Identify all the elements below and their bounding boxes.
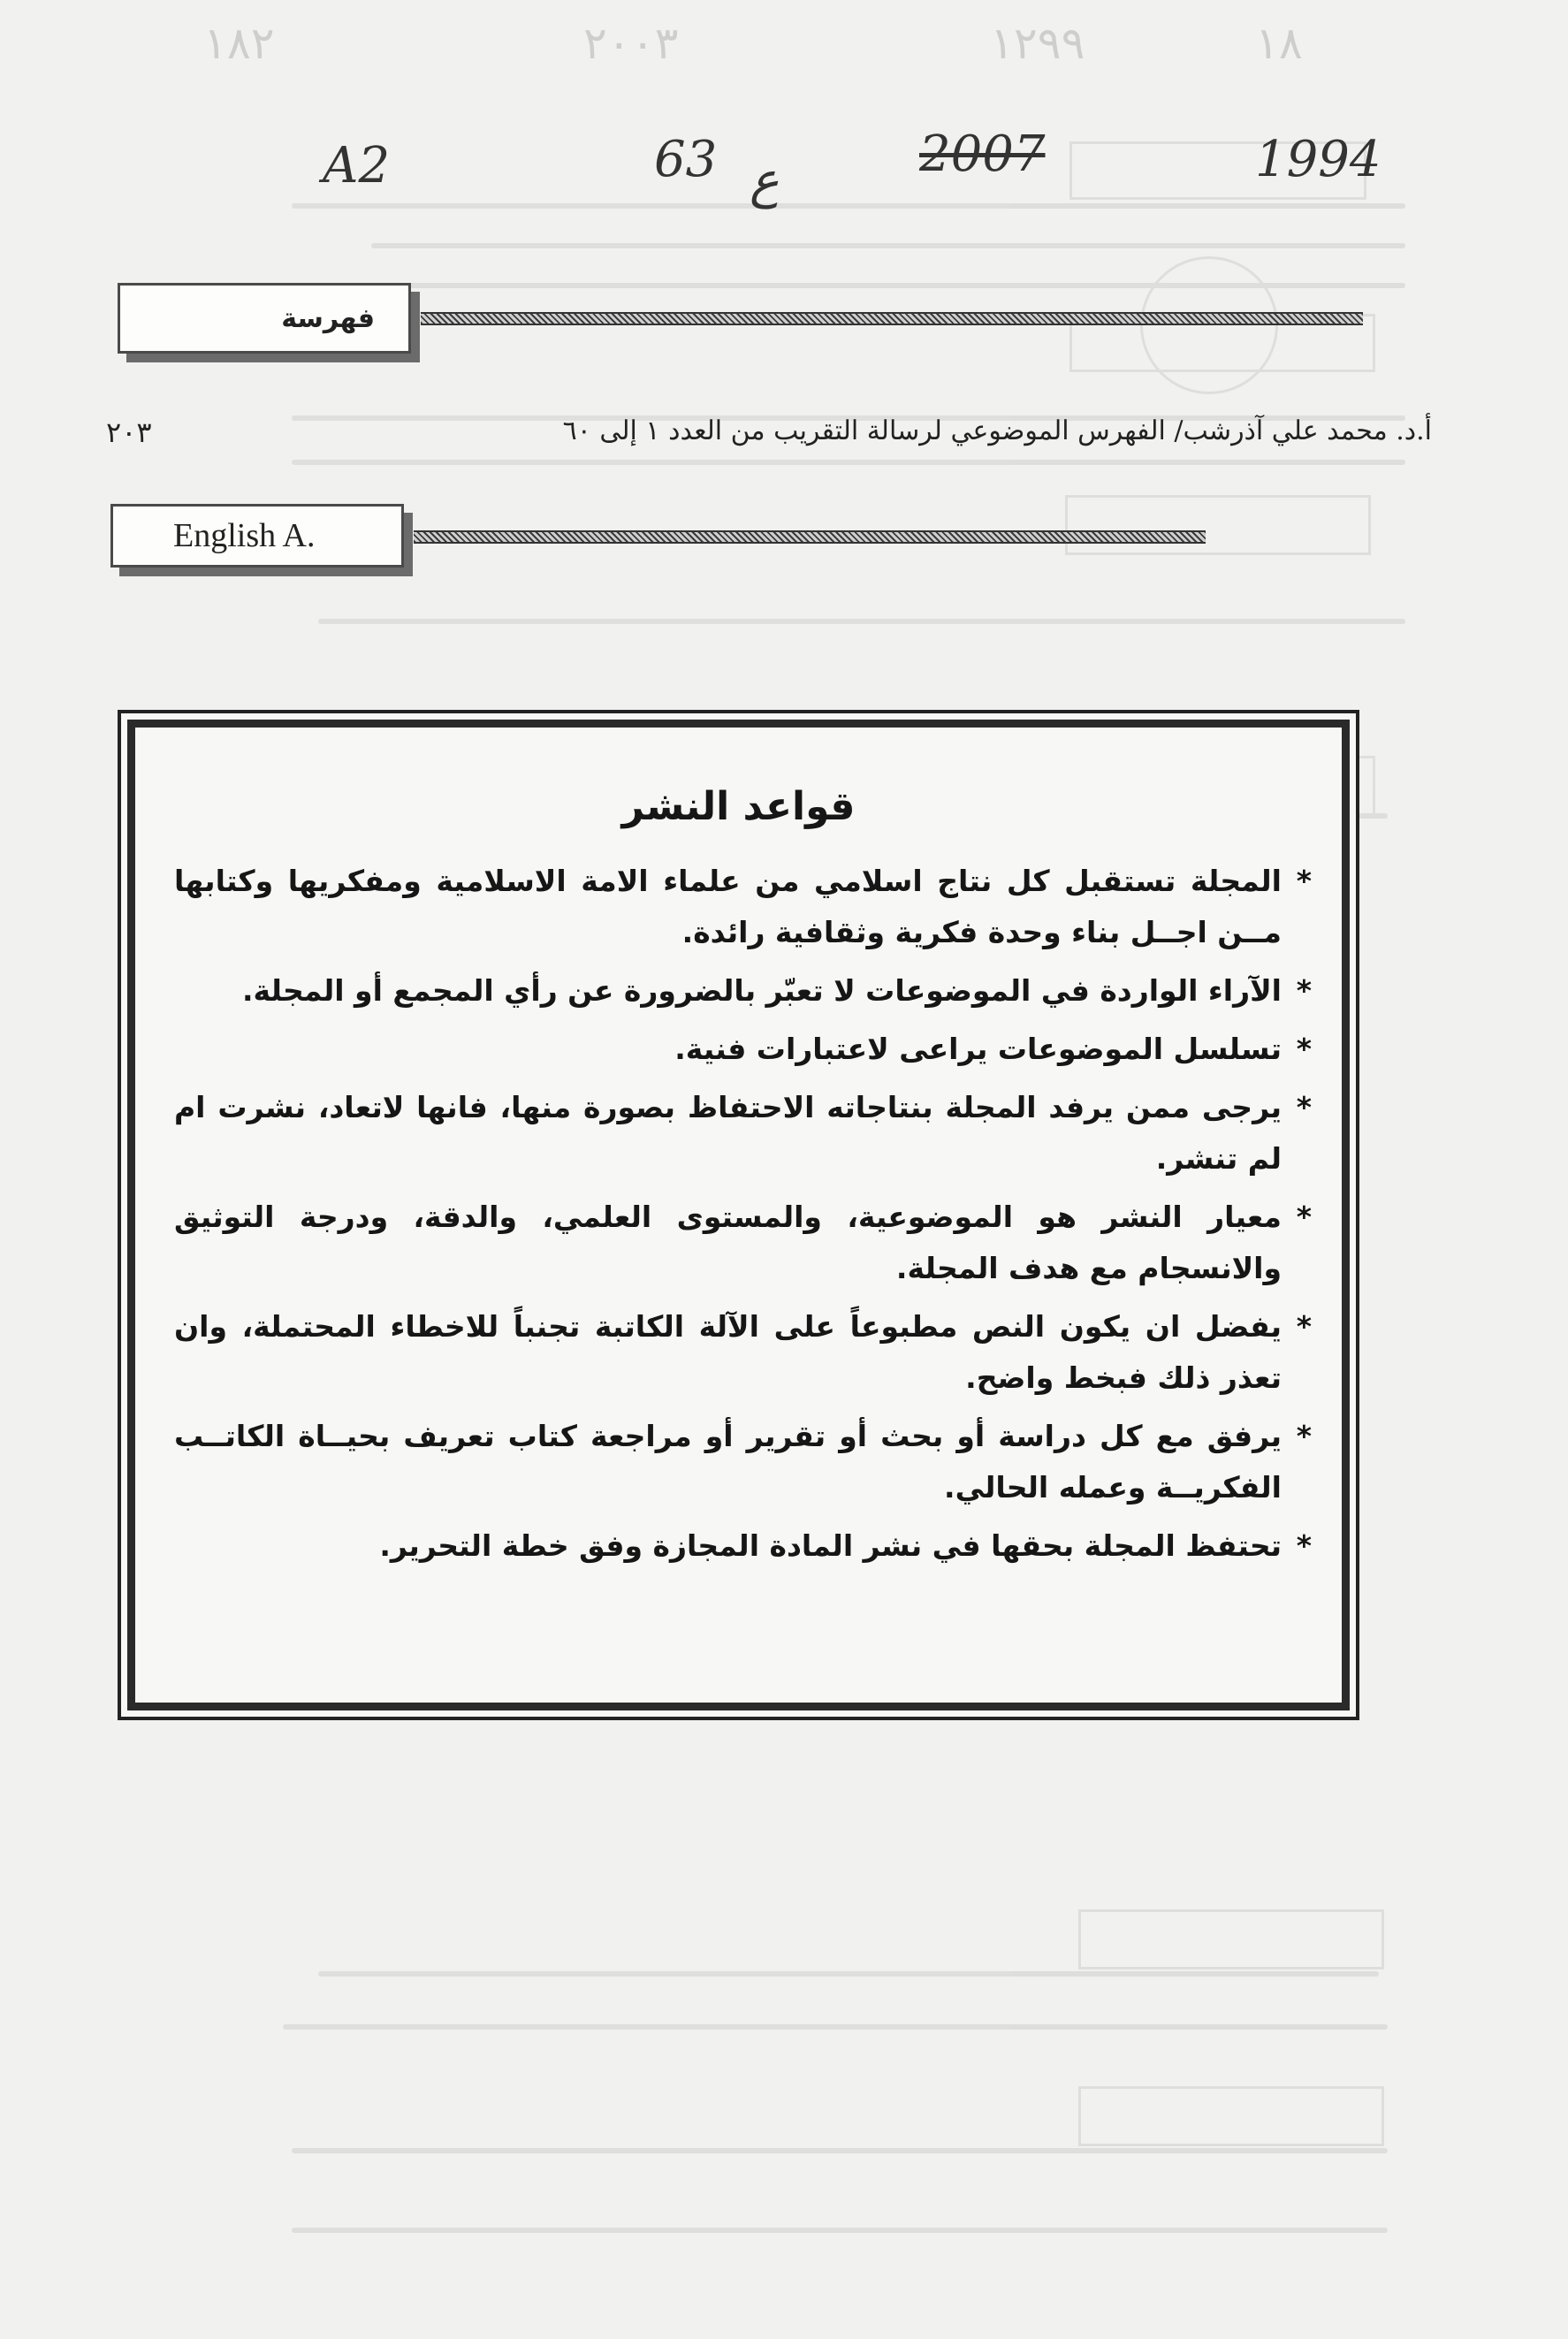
index-entry-page-number: ٢٠٣ [106, 415, 152, 449]
handwritten-note-1994: 1994 [1255, 131, 1382, 188]
top-stamp-marks: ١٨ ١٢٩٩ ٢٠٠٣ ١٨٢ [203, 18, 1303, 69]
rule-item: * يرفق مع كل دراسة أو بحث أو تقرير أو مراجعة كتاب تعريف بحيــاة الكاتــب الفكريــة وعمله الحالي. [174, 1411, 1312, 1513]
publication-rules-list [153, 856, 1324, 1572]
english-section-label [110, 504, 404, 568]
rule-item: * تسلسل الموضوعات يراعى لاعتبارات فنية. [174, 1024, 1312, 1075]
rule-item: * يفضل ان يكون النص مطبوعاً على الآلة الكاتبة تجنباً للاخطاء المحتملة، وان تعذر ذلك فبخط واضح. [174, 1301, 1312, 1404]
rule-item: * يرجى ممن يرفد المجلة بنتاجاته الاحتفاظ بصورة منها، فانها لاتعاد، نشرت ام لم تنشر. [174, 1082, 1312, 1185]
english-hatch-rule [414, 530, 1206, 544]
publication-rules-box [118, 710, 1359, 1720]
index-entry [106, 415, 1432, 461]
index-entry-title: أ.د. محمد علي آذرشب/ الفهرس الموضوعي لرسالة التقريب من العدد ١ إلى ٦٠ [562, 415, 1432, 446]
handwritten-note-a2: A2 [323, 137, 391, 194]
handwritten-note-year: 2007 [919, 126, 1046, 183]
handwritten-note-ain: ع [750, 152, 780, 210]
publication-rules-title: قواعد النشر [621, 784, 856, 829]
rule-item: * تحتفظ المجلة بحقها في نشر المادة المجازة وفق خطة التحرير. [174, 1520, 1312, 1572]
rule-item: * الآراء الواردة في الموضوعات لا تعبّر بالضرورة عن رأي المجمع أو المجلة. [174, 965, 1312, 1017]
index-section-label [118, 283, 411, 354]
english-label-text: English A. [173, 517, 316, 554]
handwritten-note-63: 63 [654, 131, 718, 188]
rule-item: * المجلة تستقبل كل نتاج اسلامي من علماء الامة الاسلامية ومفكريها وكتابها مــن اجــل بناء وحدة فكرية وثقافية رائدة. [174, 856, 1312, 958]
rule-item: * معيار النشر هو الموضوعية، والمستوى العلمي، والدقة، ودرجة التوثيق والانسجام مع هدف المجلة. [174, 1192, 1312, 1294]
index-label-text: فهرسة [281, 302, 375, 334]
index-hatch-rule [421, 312, 1363, 325]
